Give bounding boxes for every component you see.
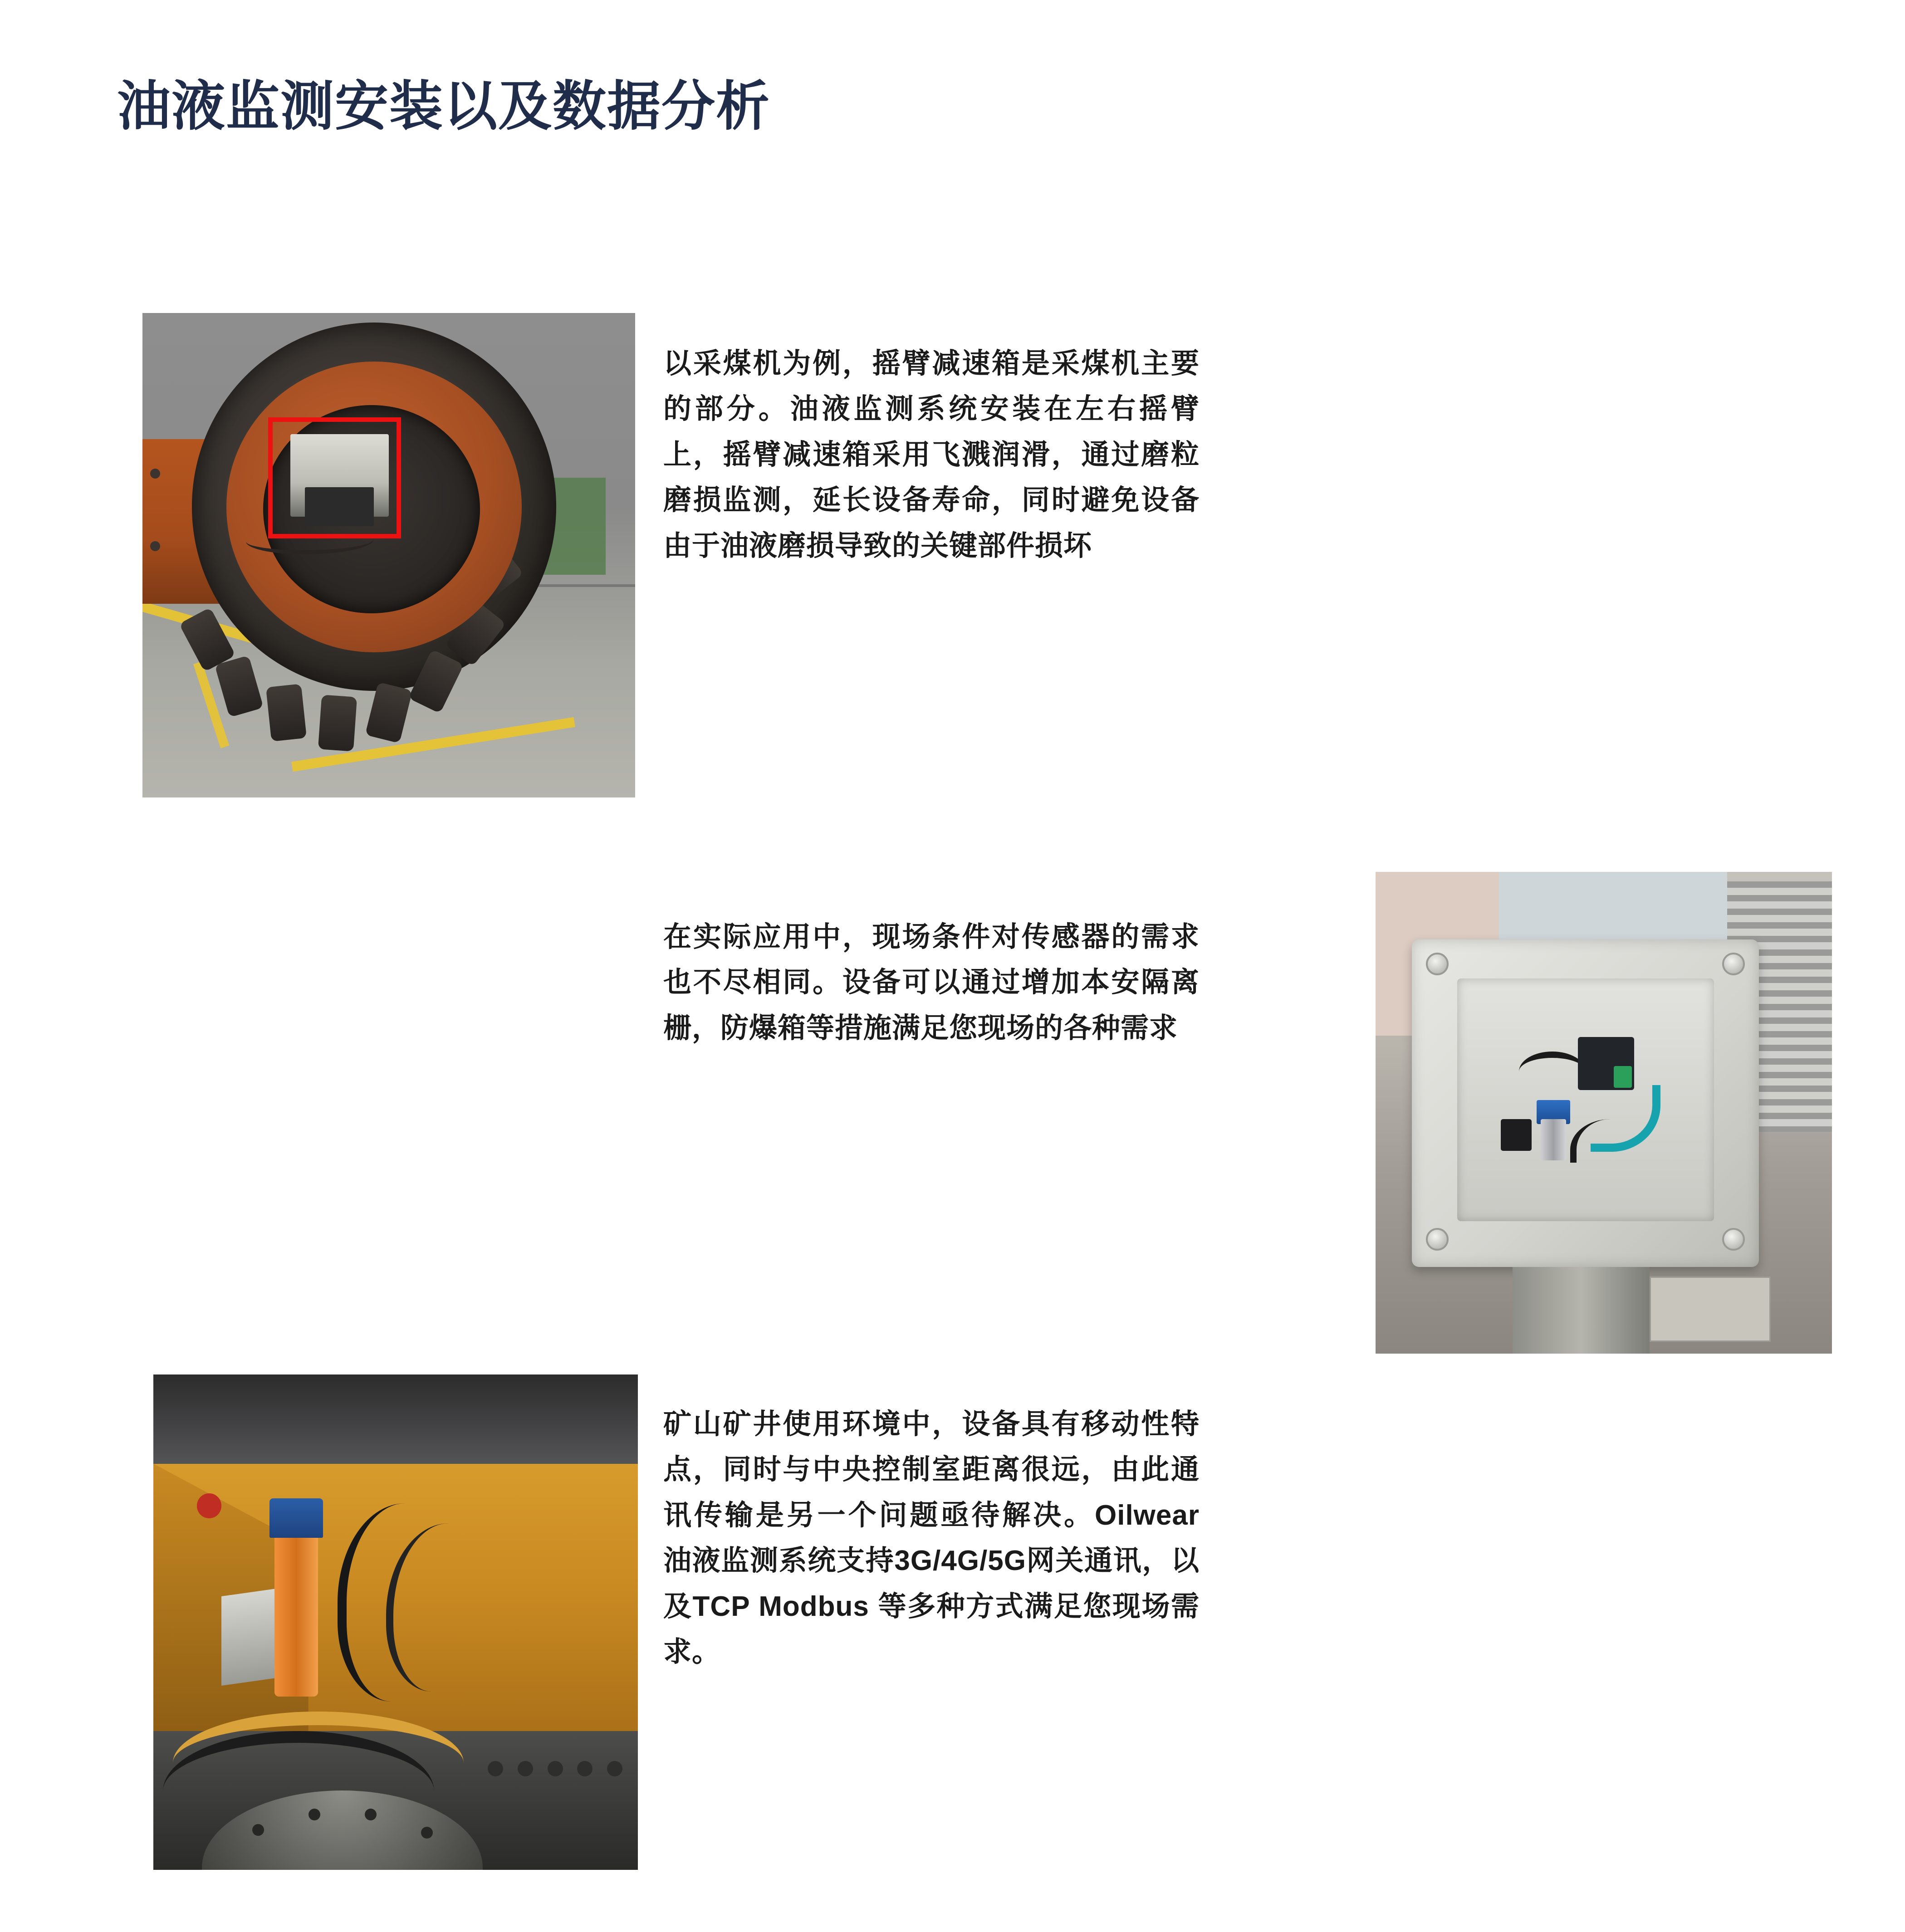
drum-tooth (215, 655, 264, 718)
housing-bolt (365, 1809, 377, 1820)
red-cap-fitting (197, 1493, 221, 1518)
enclosure-corner-screw (1426, 1228, 1449, 1251)
enclosure-shell (1412, 939, 1759, 1267)
panel-hole (518, 1761, 533, 1776)
oil-sensor-body (1541, 1119, 1567, 1160)
panel-hole (488, 1761, 503, 1776)
housing-bolt (252, 1824, 264, 1836)
paragraph-excavator: 矿山矿井使用环境中，设备具有移动性特点，同时与中央控制室距离很远，由此通讯传输是另一个问题亟待解决。Oilwear 油液监测系统支持3G/4G/5G网关通讯，以及TCP Modbus 等多种方式满足您现场需求。 (663, 1409, 1200, 1668)
paragraph-shearer: 以采煤机为例，摇臂减速箱是采煤机主要的部分。油液监测系统安装在左右摇臂上，摇臂减速箱采用飞溅润滑，通过磨粒磨损监测，延长设备寿命，同时避免设备由于油液磨损导致的关键部件损坏 (663, 348, 1200, 562)
sensor-mounting-bracket (221, 1588, 279, 1686)
green-valve-fitting (1614, 1066, 1632, 1088)
drum-tooth (365, 682, 413, 743)
housing-bolt (421, 1827, 433, 1839)
mounting-pole (1513, 1267, 1650, 1354)
red-highlight-box (268, 417, 401, 538)
explosion-proof-enclosure-photo (1376, 872, 1832, 1354)
engine-hood-shadow (153, 1374, 638, 1473)
paragraph-enclosure: 在实际应用中，现场条件对传感器的需求也不尽相同。设备可以通过增加本安隔离栅，防爆箱等措施满足您现场的各种需求 (663, 921, 1200, 1044)
panel-hole-group (488, 1761, 623, 1800)
drum-tooth (266, 684, 307, 741)
black-terminal-block (1501, 1119, 1532, 1150)
oil-filter-canister (274, 1523, 318, 1697)
panel-hole (548, 1761, 563, 1776)
equipment-sign-plate (1650, 1277, 1771, 1342)
shearer-illustration (142, 313, 635, 797)
housing-bolt (309, 1809, 320, 1820)
enclosure-illustration (1376, 872, 1832, 1354)
page-title: 油液监测安装以及数据分析 (117, 77, 771, 137)
drum-tooth (318, 695, 357, 752)
black-cable-upper (1519, 1052, 1586, 1092)
panel-hole (577, 1761, 593, 1776)
black-cable-lower (1570, 1119, 1628, 1163)
oil-filter-blue-cap (269, 1498, 323, 1538)
arm-bolt (150, 469, 160, 479)
shearer-ranging-arm-photo (142, 313, 635, 797)
drum-tooth (408, 649, 464, 714)
enclosure-backplate (1457, 978, 1714, 1221)
enclosure-corner-screw (1426, 953, 1449, 975)
enclosure-corner-screw (1722, 953, 1745, 975)
enclosure-corner-screw (1722, 1228, 1745, 1251)
arm-bolt (150, 541, 160, 551)
excavator-engine-bay-photo (153, 1374, 638, 1870)
panel-hole (607, 1761, 622, 1776)
excavator-illustration (153, 1374, 638, 1870)
